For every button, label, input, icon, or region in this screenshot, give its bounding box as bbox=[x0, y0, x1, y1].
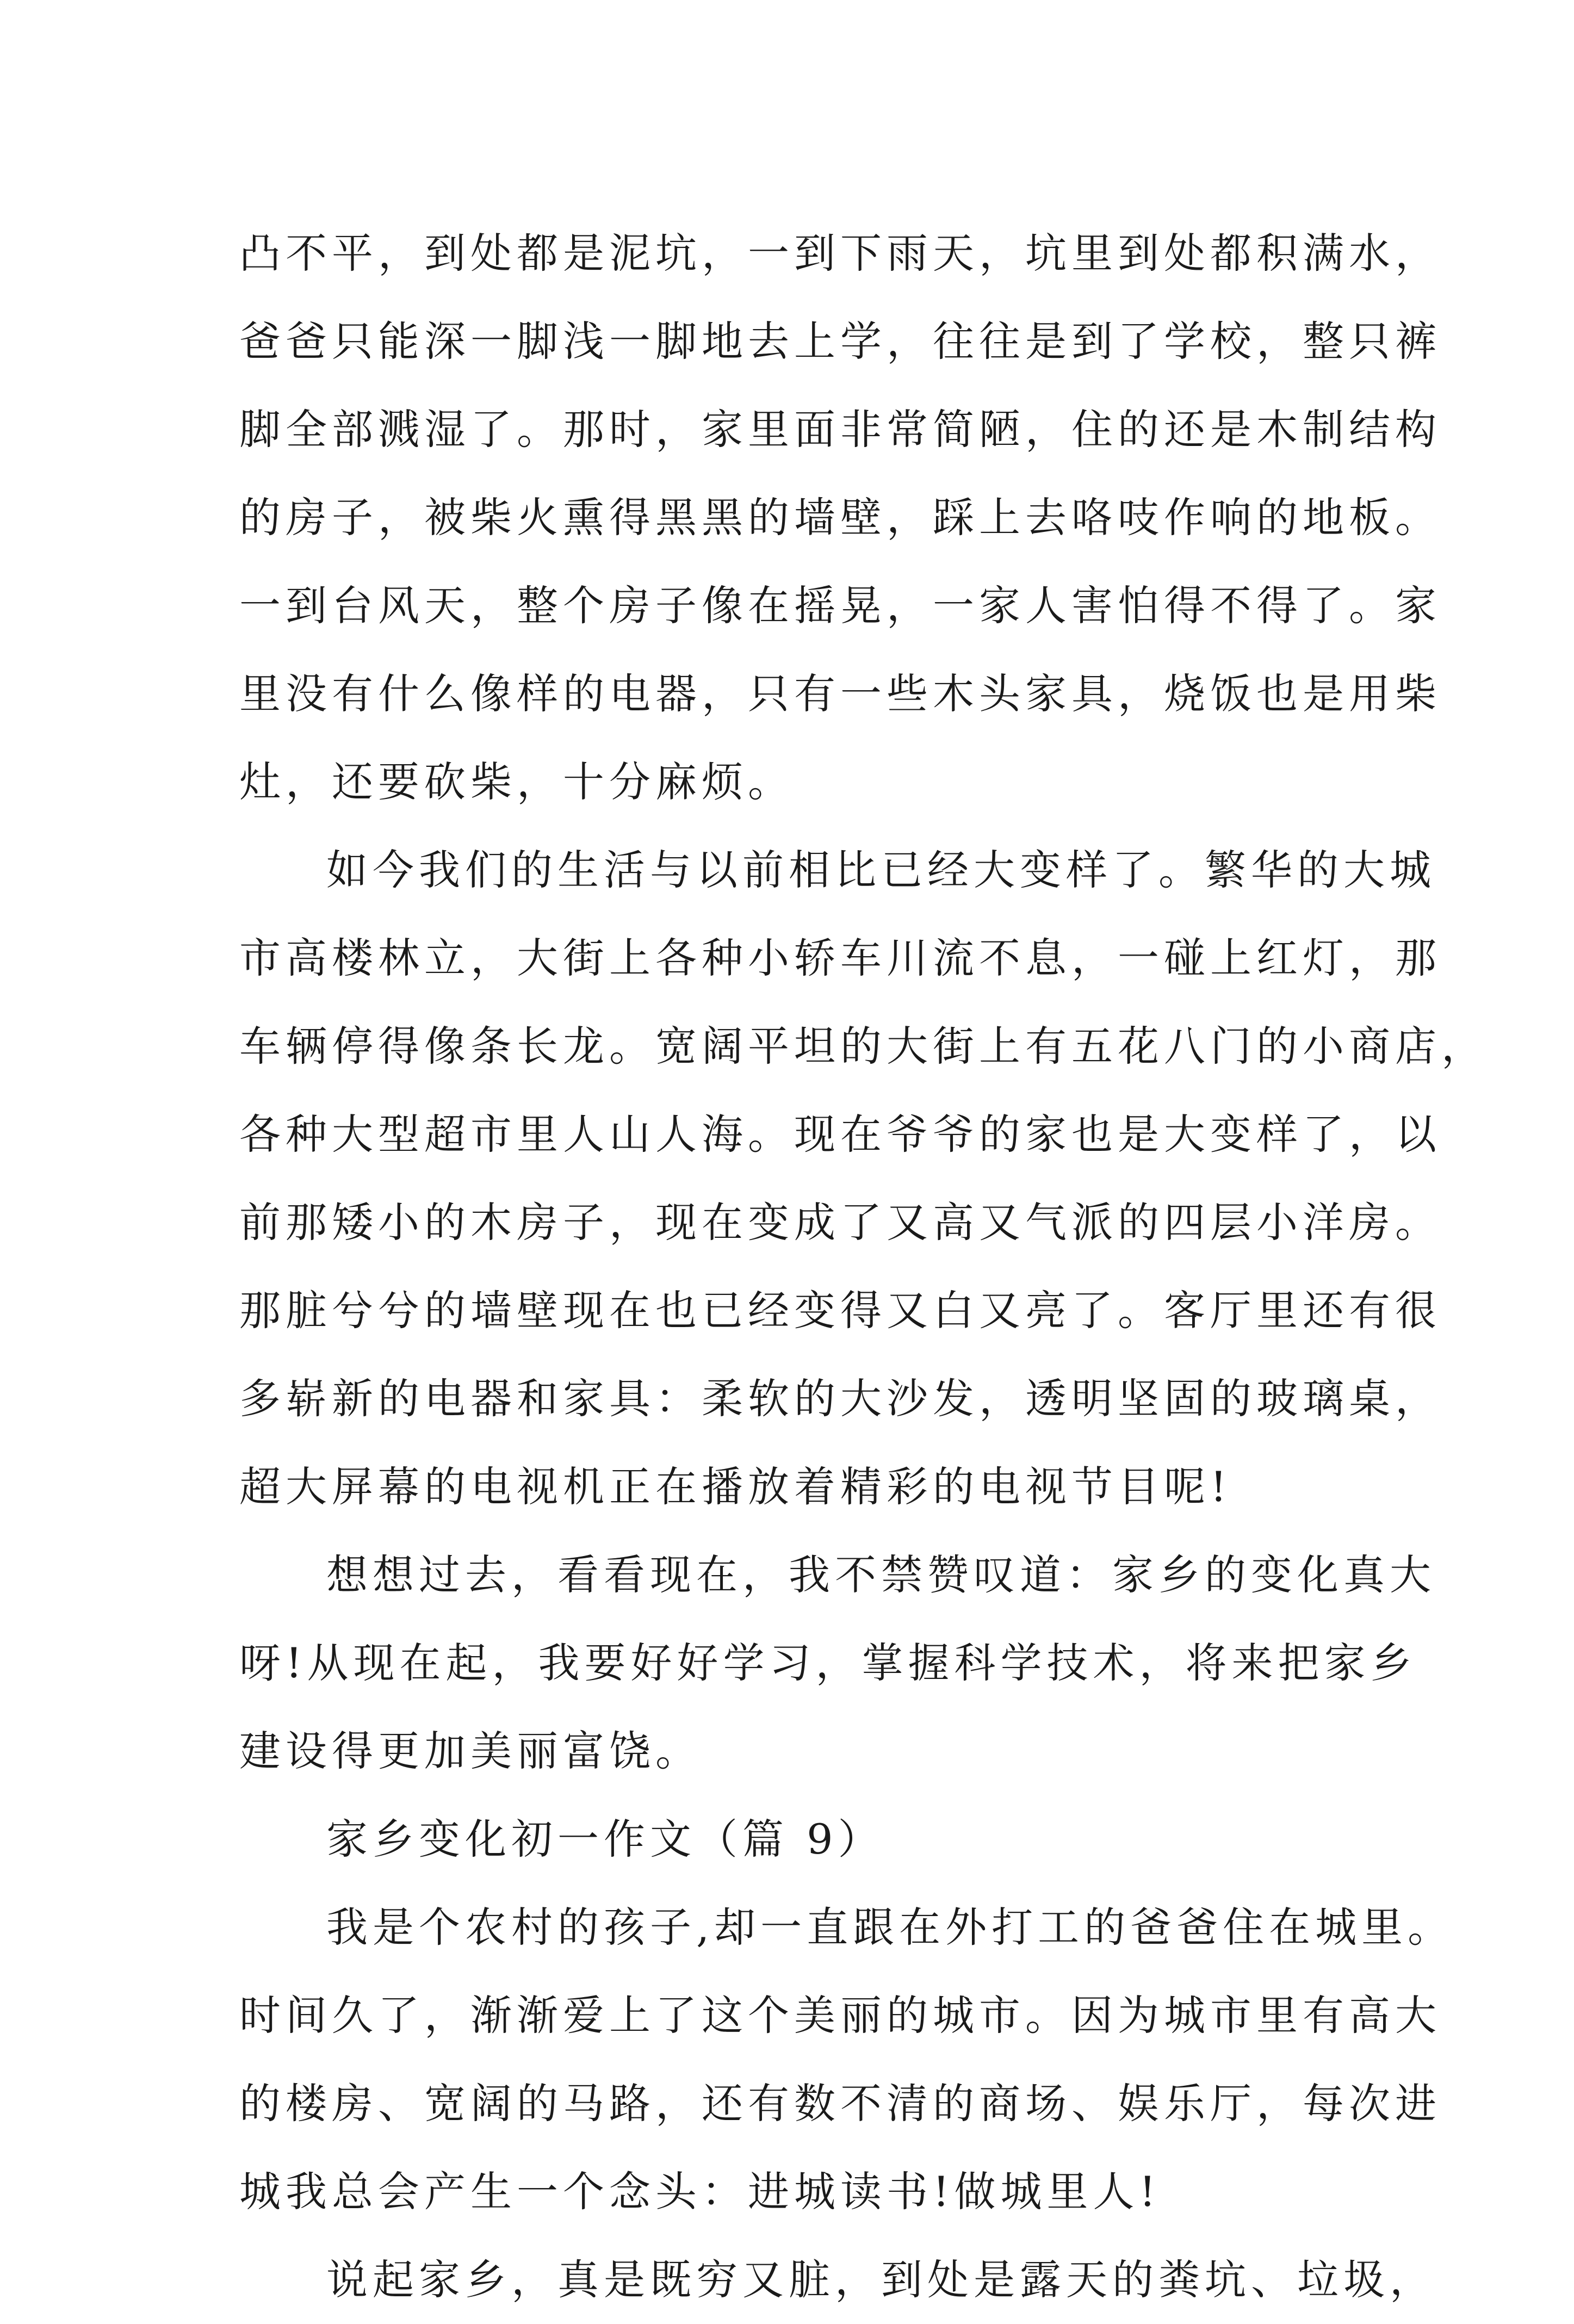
text-line: 凸不平，到处都是泥坑，一到下雨天，坑里到处都积满水， bbox=[239, 229, 1441, 277]
text-line: 前那矮小的木房子，现在变成了又高又气派的四层小洋房。 bbox=[239, 1198, 1441, 1247]
text-line: 的房子，被柴火熏得黑黑的墙壁，踩上去咯吱作响的地板。 bbox=[239, 493, 1441, 542]
text-line: 多崭新的电器和家具：柔软的大沙发，透明坚固的玻璃桌， bbox=[239, 1374, 1441, 1423]
text-line: 里没有什么像样的电器，只有一些木头家具，烧饭也是用柴 bbox=[239, 670, 1441, 718]
text-line: 时间久了，渐渐爱上了这个美丽的城市。因为城市里有高大 bbox=[239, 1991, 1441, 2040]
text-line: 车辆停得像条长龙。宽阔平坦的大街上有五花八门的小商店， bbox=[239, 1022, 1488, 1070]
text-line: 爸爸只能深一脚浅一脚地去上学，往往是到了学校，整只裤 bbox=[239, 317, 1441, 365]
text-line: 那脏兮兮的墙壁现在也已经变得又白又亮了。客厅里还有很 bbox=[239, 1286, 1441, 1335]
paragraph-first-line: 说起家乡，真是既穷又脏，到处是露天的粪坑、垃圾， bbox=[326, 2255, 1436, 2304]
paragraph-first-line: 想想过去，看看现在，我不禁赞叹道：家乡的变化真大 bbox=[326, 1551, 1436, 1599]
text-line: 各种大型超市里人山人海。现在爷爷的家也是大变样了，以 bbox=[239, 1110, 1441, 1158]
text-line: 灶，还要砍柴，十分麻烦。 bbox=[239, 758, 794, 806]
paragraph-first-line: 如今我们的生活与以前相比已经大变样了。繁华的大城 bbox=[326, 846, 1436, 894]
document-body bbox=[239, 209, 1488, 2324]
text-line: 超大屏幕的电视机正在播放着精彩的电视节目呢! bbox=[239, 1462, 1232, 1511]
paragraph-first-line: 我是个农村的孩子,却一直跟在外打工的爸爸住在城里。 bbox=[326, 1903, 1454, 1951]
text-line: 呀!从现在起，我要好好学习，掌握科学技术，将来把家乡 bbox=[239, 1639, 1417, 1687]
paragraph-first-line: 家乡变化初一作文（篇 9） bbox=[326, 1815, 884, 1863]
text-line: 的楼房、宽阔的马路，还有数不清的商场、娱乐厅，每次进 bbox=[239, 2079, 1441, 2128]
text-line: 一到台风天，整个房子像在摇晃，一家人害怕得不得了。家 bbox=[239, 581, 1441, 630]
text-line: 城我总会产生一个念头：进城读书!做城里人! bbox=[239, 2167, 1161, 2216]
text-line: 市高楼林立，大街上各种小轿车川流不息，一碰上红灯，那 bbox=[239, 934, 1441, 982]
text-line: 脚全部溅湿了。那时，家里面非常简陋，住的还是木制结构 bbox=[239, 405, 1441, 454]
text-line: 建设得更加美丽富饶。 bbox=[239, 1727, 702, 1775]
